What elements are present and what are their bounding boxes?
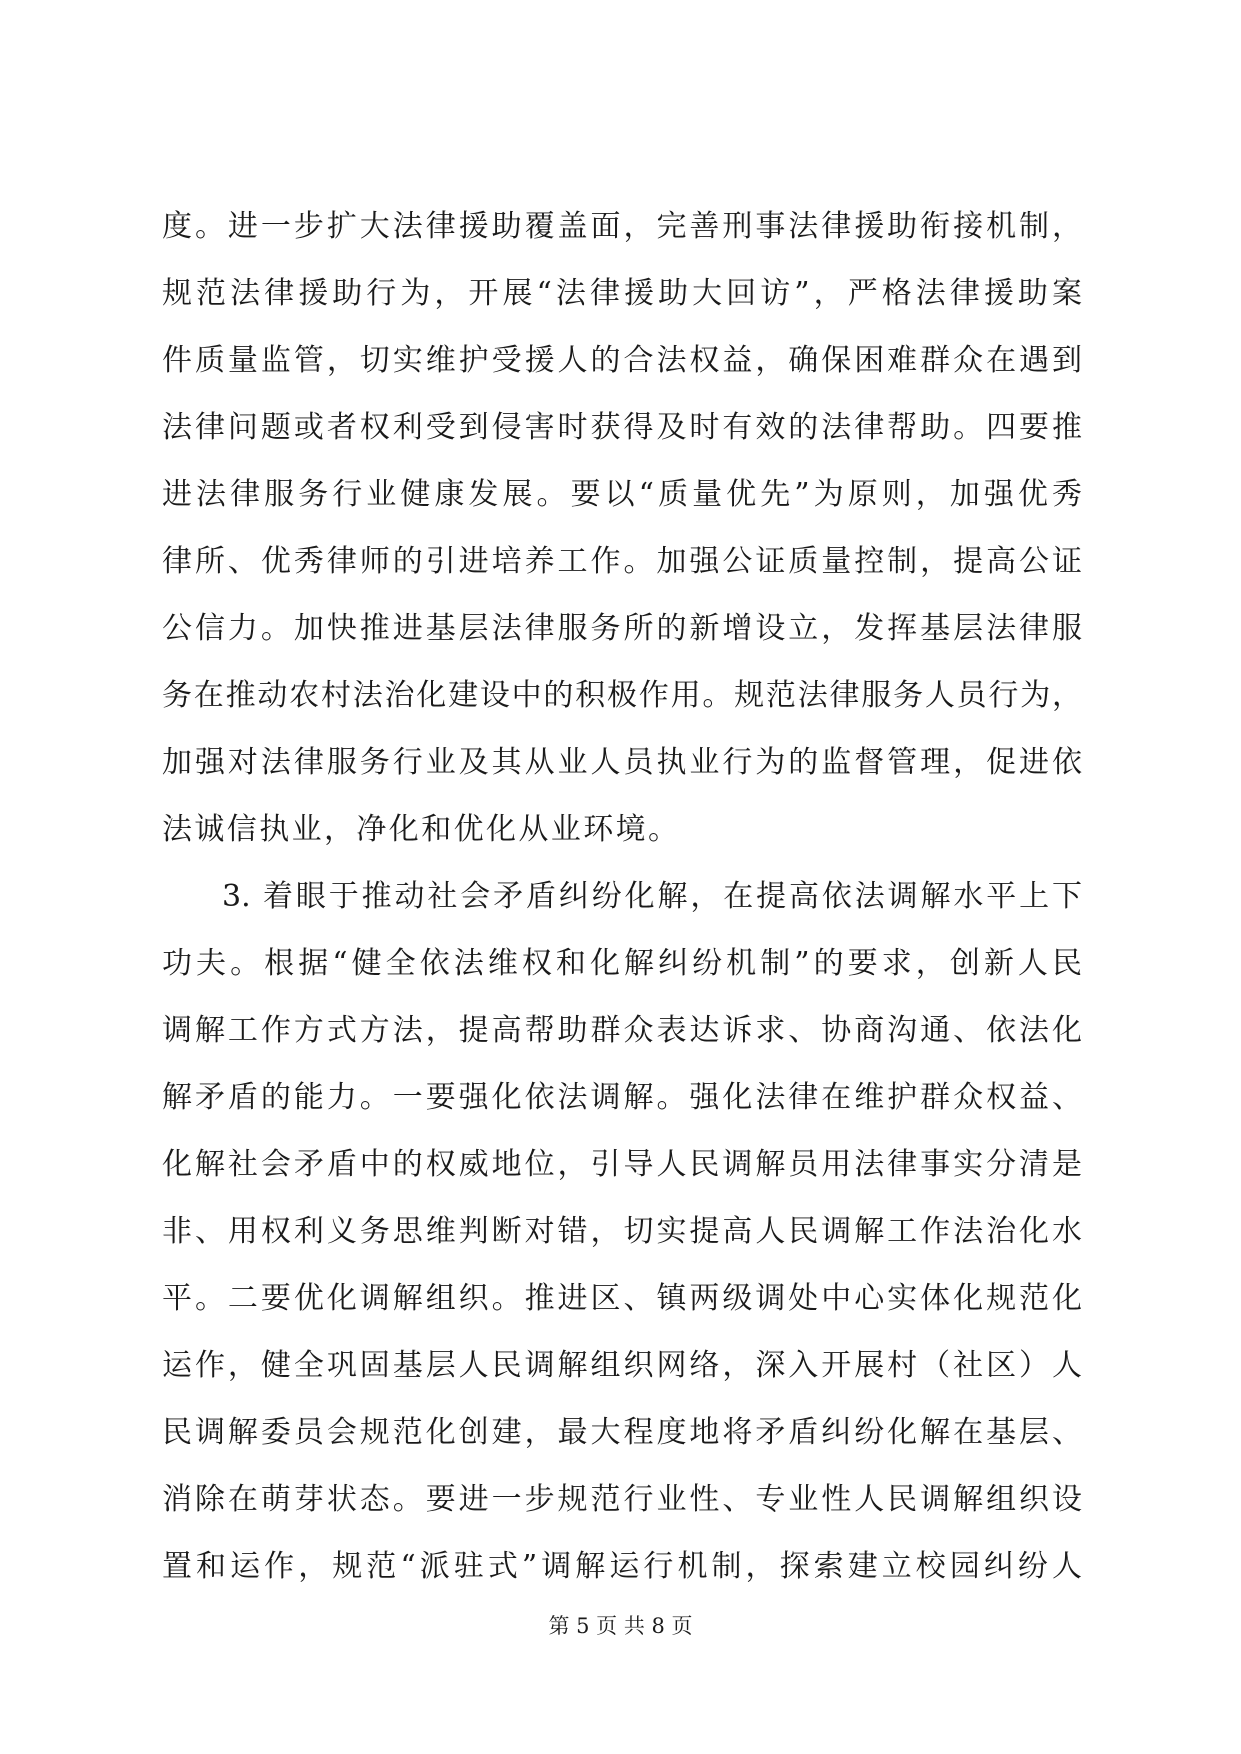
text-line: 律所、优秀律师的引进培养工作。加强公证质量控制，提高公证 <box>162 544 1082 579</box>
text-line: 非、用权利义务思维判断对错，切实提高人民调解工作法治化水 <box>162 1214 1082 1249</box>
text-line: 解矛盾的能力。一要强化依法调解。强化法律在维护群众权益、 <box>162 1080 1082 1115</box>
text-line: 消除在萌芽状态。要进一步规范行业性、专业性人民调解组织设 <box>162 1482 1082 1517</box>
text-line: 化解社会矛盾中的权威地位，引导人民调解员用法律事实分清是 <box>162 1147 1082 1182</box>
text-line: 公信力。加快推进基层法律服务所的新增设立，发挥基层法律服 <box>162 611 1082 646</box>
text-line: 调解工作方式方法，提高帮助群众表达诉求、协商沟通、依法化 <box>162 1013 1082 1048</box>
text-line: 度。进一步扩大法律援助覆盖面，完善刑事法律援助衔接机制， <box>162 209 1082 244</box>
text-line: 务在推动农村法治化建设中的积极作用。规范法律服务人员行为， <box>162 678 1082 713</box>
page-number-footer: 第 5 页 共 8 页 <box>548 1614 693 1638</box>
text-line: 法诚信执业，净化和优化从业环境。 <box>162 812 681 847</box>
text-line: 功夫。根据“健全依法维权和化解纠纷机制”的要求，创新人民 <box>162 946 1082 981</box>
text-line: 加强对法律服务行业及其从业人员执业行为的监督管理，促进依 <box>162 745 1082 780</box>
text-line: 民调解委员会规范化创建，最大程度地将矛盾纠纷化解在基层、 <box>162 1415 1082 1450</box>
text-line: 进法律服务行业健康发展。要以“质量优先”为原则，加强优秀 <box>162 477 1082 512</box>
text-line: 件质量监管，切实维护受援人的合法权益，确保困难群众在遇到 <box>162 343 1082 378</box>
text-line: 规范法律援助行为，开展“法律援助大回访”，严格法律援助案 <box>162 276 1082 311</box>
text-line: 法律问题或者权利受到侵害时获得及时有效的法律帮助。四要推 <box>162 410 1082 445</box>
text-line: 运作，健全巩固基层人民调解组织网络，深入开展村（社区）人 <box>162 1348 1082 1383</box>
text-line: 平。二要优化调解组织。推进区、镇两级调处中心实体化规范化 <box>162 1281 1082 1316</box>
text-line: 置和运作，规范“派驻式”调解运行机制，探索建立校园纠纷人 <box>162 1549 1082 1584</box>
section-heading-line: 3. 着眼于推动社会矛盾纠纷化解，在提高依法调解水平上下 <box>222 879 1082 914</box>
